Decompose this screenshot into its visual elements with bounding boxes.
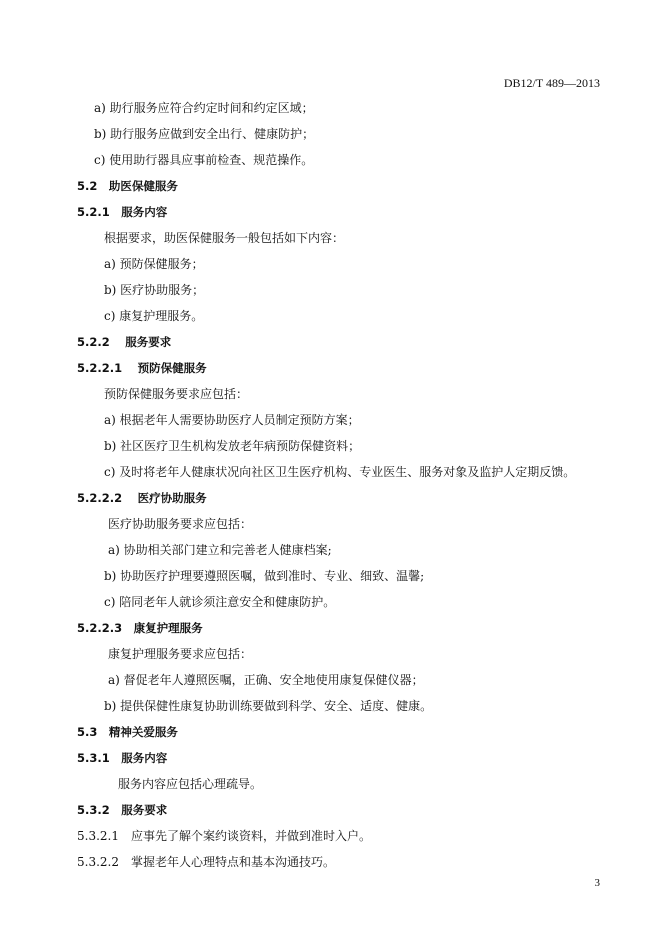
paragraph: 医疗协助服务要求应包括： — [108, 517, 253, 531]
list-item: b) 医疗协助服务； — [104, 283, 205, 297]
list-item: a) 根据老年人需要协助医疗人员制定预防方案； — [104, 413, 360, 427]
section-heading: 5.2.2.1 预防保健服务 — [77, 361, 207, 375]
list-item: b) 提供保健性康复协助训练要做到科学、安全、适度、健康。 — [104, 699, 433, 713]
list-item: a) 协助相关部门建立和完善老人健康档案; — [108, 543, 332, 557]
paragraph: 预防保健服务要求应包括： — [104, 387, 249, 401]
page-number: 3 — [594, 877, 600, 889]
list-item: c) 康复护理服务。 — [104, 309, 204, 323]
document-code: DB12/T 489—2013 — [503, 76, 600, 90]
section-heading: 5.2 助医保健服务 — [77, 179, 178, 193]
paragraph: 康复护理服务要求应包括： — [108, 647, 253, 661]
list-item: b) 助行服务应做到安全出行、健康防护； — [94, 127, 315, 141]
clause-text: 5.3.2.1 应事先了解个案约谈资料，并做到准时入户。 — [77, 829, 371, 843]
section-heading: 5.2.1 服务内容 — [77, 205, 168, 219]
list-item: a) 助行服务应符合约定时间和约定区域； — [94, 101, 314, 115]
list-item: a) 预防保健服务； — [104, 257, 204, 271]
section-heading: 5.3 精神关爱服务 — [77, 725, 178, 739]
section-heading: 5.3.2 服务要求 — [77, 803, 168, 817]
section-heading: 5.2.2.3 康复护理服务 — [77, 621, 203, 635]
list-item: a) 督促老年人遵照医嘱，正确、安全地使用康复保健仪器； — [108, 673, 424, 687]
section-heading: 5.2.2.2 医疗协助服务 — [77, 491, 207, 505]
clause-text: 5.3.2.2 掌握老年人心理特点和基本沟通技巧。 — [77, 855, 335, 869]
list-item: c) 及时将老年人健康状况向社区卫生医疗机构、专业医生、服务对象及监护人定期反馈。 — [104, 465, 576, 479]
list-item: c) 陪同老年人就诊须注意安全和健康防护。 — [104, 595, 336, 609]
paragraph: 服务内容应包括心理疏导。 — [118, 777, 263, 791]
section-heading: 5.2.2 服务要求 — [77, 335, 172, 349]
list-item: b) 协助医疗护理要遵照医嘱，做到准时、专业、细致、温馨; — [104, 569, 425, 583]
list-item: b) 社区医疗卫生机构发放老年病预防保健资料； — [104, 439, 361, 453]
section-heading: 5.3.1 服务内容 — [77, 751, 168, 765]
paragraph: 根据要求，助医保健服务一般包括如下内容： — [104, 231, 345, 245]
list-item: c) 使用助行器具应事前检查、规范操作。 — [94, 153, 314, 167]
